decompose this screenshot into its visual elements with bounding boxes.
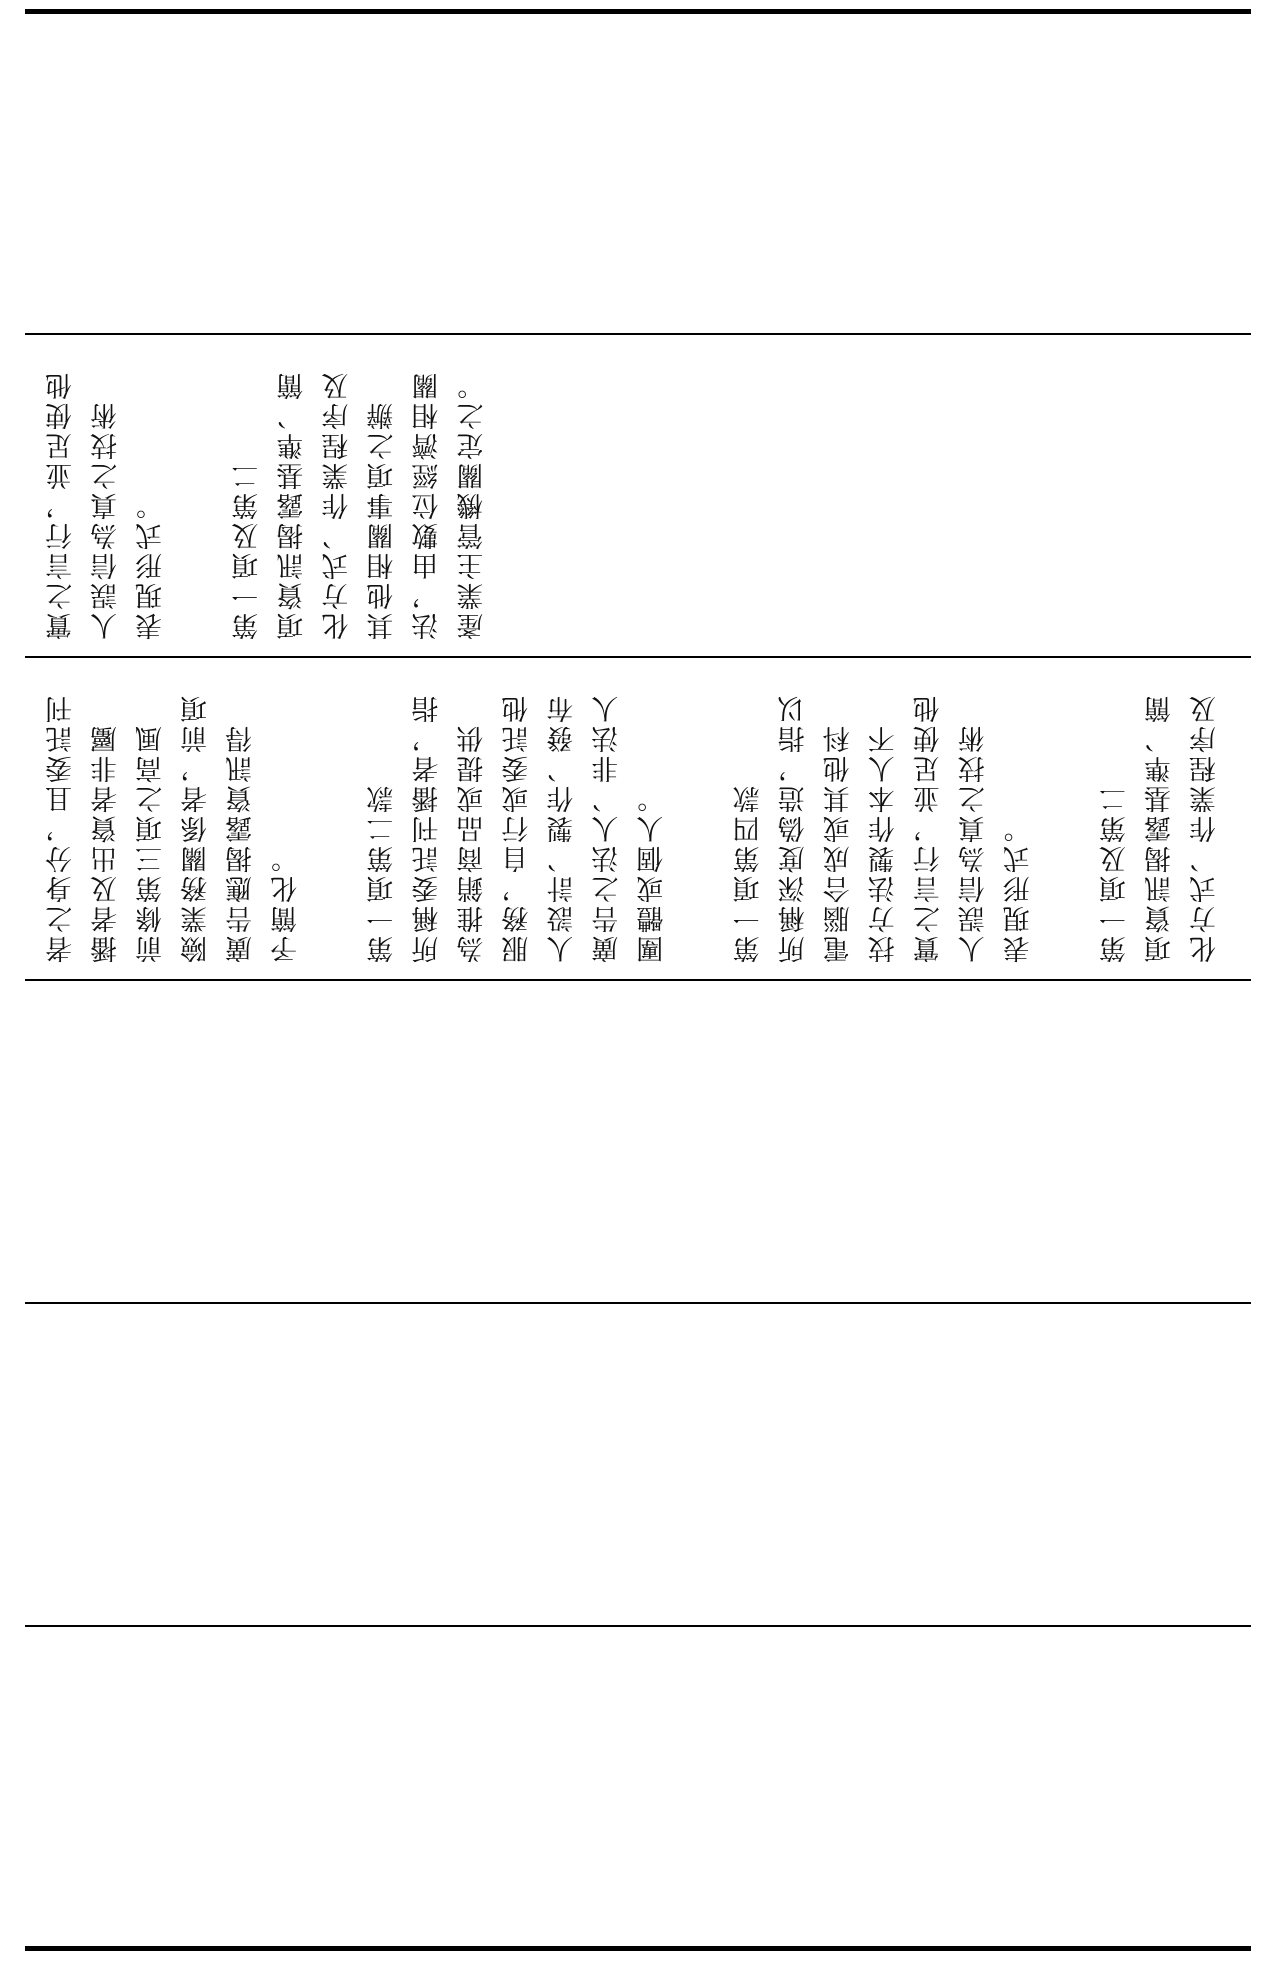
text-line: 前條第三項之高風 <box>136 723 167 963</box>
table-border-left <box>25 9 1251 14</box>
text-line: 第一項及第二 <box>232 460 264 640</box>
text-line: 第一項及第二 <box>1099 783 1131 963</box>
text-line: 電腦合成或其他科 <box>823 723 855 963</box>
text-line: 予簡化。 <box>271 843 302 963</box>
text-line: 第一項第二款 <box>367 783 399 963</box>
text-line: 實之言行，並足使他 <box>46 370 77 640</box>
table-row-divider <box>25 979 1251 981</box>
text-line: 表現形式。 <box>136 490 167 640</box>
text-line: 人誤信為真之技術 <box>91 400 122 640</box>
table-cell-draft-text <box>25 659 1251 979</box>
text-line: 廣告之法人、非法人 <box>592 693 624 963</box>
text-line: 險業務關係者，前項 <box>181 693 212 963</box>
text-line: 法，由數位經濟相關 <box>412 370 444 640</box>
table-row-divider <box>25 1302 1251 1304</box>
text-line: 項資訊揭露基準、簡 <box>277 370 309 640</box>
text-line: 產業主管機關定之。 <box>457 370 489 640</box>
text-line: 服務，自行或委託他 <box>502 693 534 963</box>
text-line: 項資訊揭露基準、簡 <box>1144 693 1176 963</box>
text-line: 化方式、作業程序及 <box>322 370 354 640</box>
text-line: 廣告應揭露資訊得 <box>226 723 257 963</box>
vertical-text-block <box>39 673 1228 963</box>
text-line: 技方法製作本人不 <box>868 723 900 963</box>
table-row-divider <box>25 333 1251 335</box>
text-line: 所稱深度偽造，指以 <box>778 693 810 963</box>
text-line: 人誤信為真之技術 <box>958 723 990 963</box>
text-line: 為推銷商品或提供 <box>457 723 489 963</box>
text-line: 播者及出資者非屬 <box>91 723 122 963</box>
text-line: 者之身分，且委託刊 <box>46 693 77 963</box>
text-line: 所稱委託刊播者，指 <box>412 693 444 963</box>
text-line: 表現形式。 <box>1003 813 1035 963</box>
text-line: 人設計、製作、發布 <box>547 693 579 963</box>
table-border-right <box>25 1946 1251 1951</box>
text-line: 實之言行，並足使他 <box>913 693 945 963</box>
text-line: 化方式、作業程序及 <box>1189 693 1221 963</box>
text-line: 第一項第四款 <box>733 783 765 963</box>
table-row-divider <box>25 1625 1251 1627</box>
vertical-text-block <box>39 350 495 640</box>
text-line: 其他相關事項之辦 <box>367 400 399 640</box>
table-cell-current-text <box>25 336 1251 656</box>
text-line: 團體或個人。 <box>637 783 669 963</box>
table-row-divider <box>25 656 1251 658</box>
